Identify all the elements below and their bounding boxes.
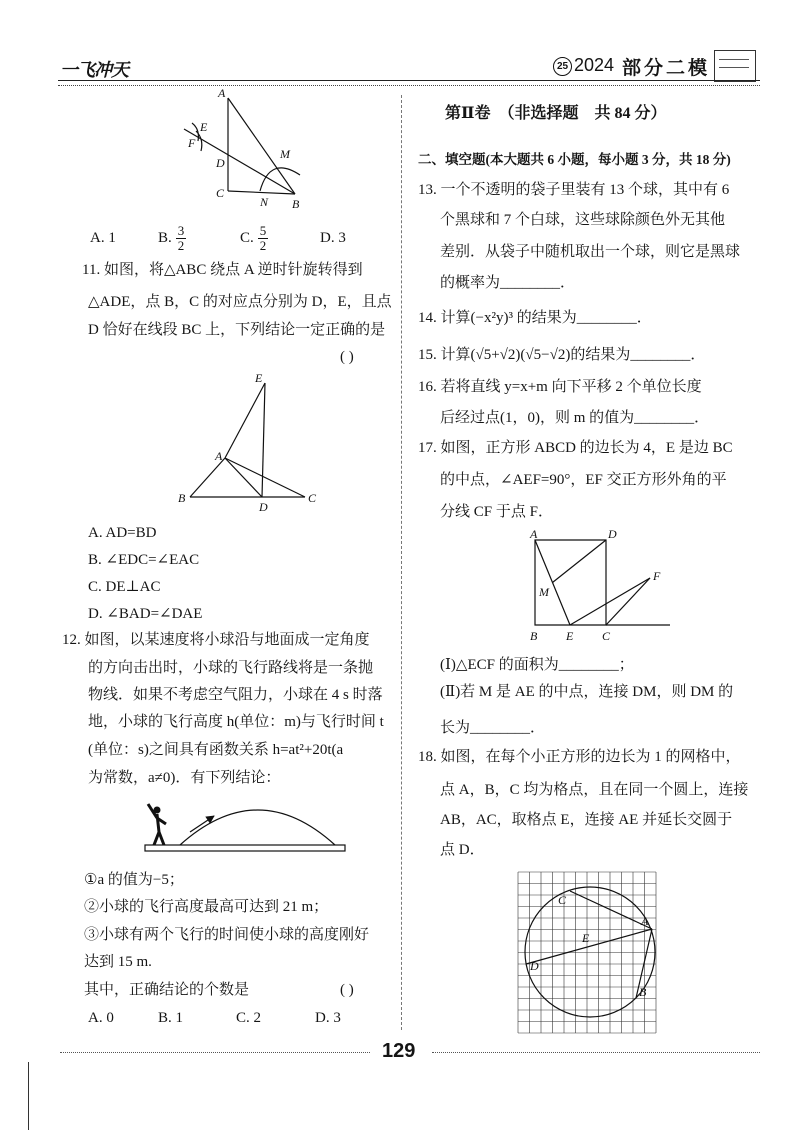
q13-line-1: 13. 一个不透明的袋子里装有 13 个球，其中有 6 xyxy=(418,182,730,198)
q12-option-a[interactable]: A. 0 xyxy=(88,1010,114,1026)
label-c: C xyxy=(602,629,611,643)
q18-line-2: 点 A，B，C 均为格点，且在同一个圆上，连接 xyxy=(440,782,749,798)
q11-figure xyxy=(175,370,320,515)
q12-line-1: 12. 如图，以某速度将小球沿与地面成一定角度 xyxy=(62,632,370,648)
construction-arc-mn xyxy=(260,168,300,191)
segment-ac xyxy=(225,458,305,497)
segment-ae xyxy=(225,383,265,458)
q17-sub-2: (Ⅱ)若 M 是 AE 的中点，连接 DM，则 DM 的 xyxy=(440,684,734,700)
label-n: N xyxy=(260,195,269,209)
q12-line-4: 地，小球的飞行高度 h(单位：m)与飞行时间 t xyxy=(88,714,384,730)
q12-line-2: 的方向击出时，小球的飞行路线将是一条抛 xyxy=(88,660,374,676)
series-number-badge: 25 xyxy=(553,57,572,76)
option-label: B. xyxy=(158,229,172,246)
q17-line-3: 分线 CF 于点 F． xyxy=(440,504,553,520)
fraction xyxy=(258,224,269,253)
label-e: E xyxy=(566,629,574,643)
q11-answer-bracket[interactable]: ( ) xyxy=(340,349,354,365)
q10-option-d[interactable] xyxy=(320,221,346,255)
q13-line-2: 个黑球和 7 个白球，这些球除颜色外无其他 xyxy=(440,212,726,228)
q11-option-a[interactable]: A. AD=BD xyxy=(88,525,157,541)
option-text: A. 1 xyxy=(90,229,116,246)
q17-line-2: 的中点，∠AEF=90°，EF 交正方形外角的平 xyxy=(440,472,727,488)
q12-statement-3-cont: 达到 15 m. xyxy=(84,954,152,970)
page-number: 129 xyxy=(382,1040,416,1062)
q17-sub-1[interactable]: (Ⅰ)△ECF 的面积为________； xyxy=(440,657,634,673)
label-a: A xyxy=(218,86,226,100)
q12-statement-3: ③小球有两个飞行的时间使小球的高度刚好 xyxy=(84,927,370,943)
q12-answer-bracket[interactable]: ( ) xyxy=(340,982,354,998)
label-d: D xyxy=(216,156,225,170)
label-b: B xyxy=(639,985,647,999)
q13-line-3: 差别．从袋子中随机取出一个球，则它是黑球 xyxy=(440,244,741,260)
label-c: C xyxy=(308,491,317,505)
fraction-numerator: 5 xyxy=(259,222,267,238)
label-a: A xyxy=(641,914,649,928)
grid xyxy=(518,872,656,1033)
label-f: F xyxy=(653,569,661,583)
square-abcd xyxy=(535,540,606,625)
footer-dotted-rule-right xyxy=(432,1052,760,1053)
q12-line-3: 物线．如果不考虑空气阻力，小球在 4 s 时落 xyxy=(88,687,383,703)
q10-option-b[interactable] xyxy=(158,221,186,255)
q11-line-2: △ADE，点 B，C 的对应点分别为 D，E，且点 xyxy=(88,294,392,310)
q18-line-1: 18. 如图，在每个小正方形的边长为 1 的网格中， xyxy=(418,749,741,765)
option-text: D. 3 xyxy=(320,229,346,246)
construction-arc-f xyxy=(196,131,202,151)
q12-option-b[interactable]: B. 1 xyxy=(158,1010,184,1026)
segment-ed xyxy=(262,383,265,497)
part2-title: 第Ⅱ卷 （非选择题 共 84 分） xyxy=(445,105,667,122)
label-e: E xyxy=(255,371,263,385)
header-title: 部分二模 xyxy=(622,58,711,79)
label-b: B xyxy=(530,629,538,643)
q12-statement-2: ②小球的飞行高度最高可达到 21 m； xyxy=(84,899,329,915)
label-d: D xyxy=(259,500,268,514)
fraction-denominator: 2 xyxy=(177,237,185,253)
label-e: E xyxy=(200,120,208,134)
q11-line-1: 11. 如图，将△ABC 绕点 A 逆时针旋转得到 xyxy=(82,262,363,278)
q11-option-d[interactable]: D. ∠BAD=∠DAE xyxy=(88,606,203,622)
option-label: C. xyxy=(240,229,254,246)
q12-line-5: (单位：s)之间具有函数关系 h=at²+20t(a xyxy=(88,742,344,758)
q10-figure xyxy=(170,85,310,210)
segment-md xyxy=(553,540,607,583)
q17-sub-2-cont[interactable]: 长为________． xyxy=(440,720,546,736)
brand-logo: 一飞冲天 xyxy=(60,60,128,80)
header-dotted-rule xyxy=(58,85,760,86)
segment-cb xyxy=(228,191,295,194)
q17-line-1: 17. 如图，正方形 ABCD 的边长为 4，E 是边 BC xyxy=(418,440,733,456)
label-c: C xyxy=(558,893,567,907)
q18-grid-figure xyxy=(518,872,658,1035)
segment-cf xyxy=(606,578,650,625)
label-d: D xyxy=(608,527,617,541)
q18-line-3: AB，AC，取格点 E，连接 AE 并延长交圆于 xyxy=(440,812,733,828)
fraction xyxy=(176,224,187,253)
q10-option-a[interactable] xyxy=(90,221,116,255)
label-b: B xyxy=(292,197,300,211)
section-heading: 二、填空题(本大题共 6 小题，每小题 3 分，共 18 分) xyxy=(418,152,731,167)
q11-option-b[interactable]: B. ∠EDC=∠EAC xyxy=(88,552,200,568)
footer-dotted-rule-left xyxy=(60,1052,370,1053)
label-f: F xyxy=(188,136,196,150)
q10-option-c[interactable] xyxy=(240,221,268,255)
column-divider xyxy=(401,95,402,1030)
q13-line-4[interactable]: 的概率为________． xyxy=(440,275,576,291)
ground xyxy=(145,845,345,851)
q12-option-d[interactable]: D. 3 xyxy=(315,1010,341,1026)
q12-golf-figure xyxy=(140,790,350,860)
label-c: C xyxy=(216,186,225,200)
ball-trajectory xyxy=(180,810,335,845)
q12-statement-1: ①a 的值为−5； xyxy=(84,872,184,888)
q11-line-3: D 恰好在线段 BC 上，下列结论一定正确的是 xyxy=(88,322,386,338)
segment-ab xyxy=(228,98,295,194)
q18-line-4: 点 D． xyxy=(440,842,485,858)
label-b: B xyxy=(178,491,186,505)
fraction-numerator: 3 xyxy=(177,222,185,238)
label-a: A xyxy=(530,527,538,541)
q17-figure xyxy=(520,528,685,643)
q11-option-c[interactable]: C. DE⊥AC xyxy=(88,579,161,595)
fraction-denominator: 2 xyxy=(259,237,267,253)
label-m: M xyxy=(539,585,549,599)
label-d: D xyxy=(530,959,539,973)
segment-ad xyxy=(225,458,262,497)
label-a: A xyxy=(215,449,223,463)
label-m: M xyxy=(280,147,290,161)
binding-margin-line xyxy=(28,1062,29,1130)
q12-option-c[interactable]: C. 2 xyxy=(236,1010,262,1026)
q15-text[interactable]: 15. 计算(√5+√2)(√5−√2)的结果为________． xyxy=(418,347,706,363)
q12-question: 其中，正确结论的个数是 xyxy=(84,982,250,998)
q16-line-1: 16. 若将直线 y=x+m 向下平移 2 个单位长度 xyxy=(418,379,702,395)
corner-box-icon xyxy=(714,50,756,82)
segment-ab xyxy=(190,458,225,497)
q16-line-2[interactable]: 后经过点(1，0)，则 m 的值为________． xyxy=(440,410,710,426)
label-e: E xyxy=(582,931,590,945)
q14-text[interactable]: 14. 计算(−x²y)³ 的结果为________． xyxy=(418,310,652,326)
segment-ef xyxy=(570,578,650,625)
q12-line-6: 为常数，a≠0)．有下列结论： xyxy=(88,770,281,786)
header-year: 2024 xyxy=(574,55,615,75)
header-rule xyxy=(58,80,760,81)
